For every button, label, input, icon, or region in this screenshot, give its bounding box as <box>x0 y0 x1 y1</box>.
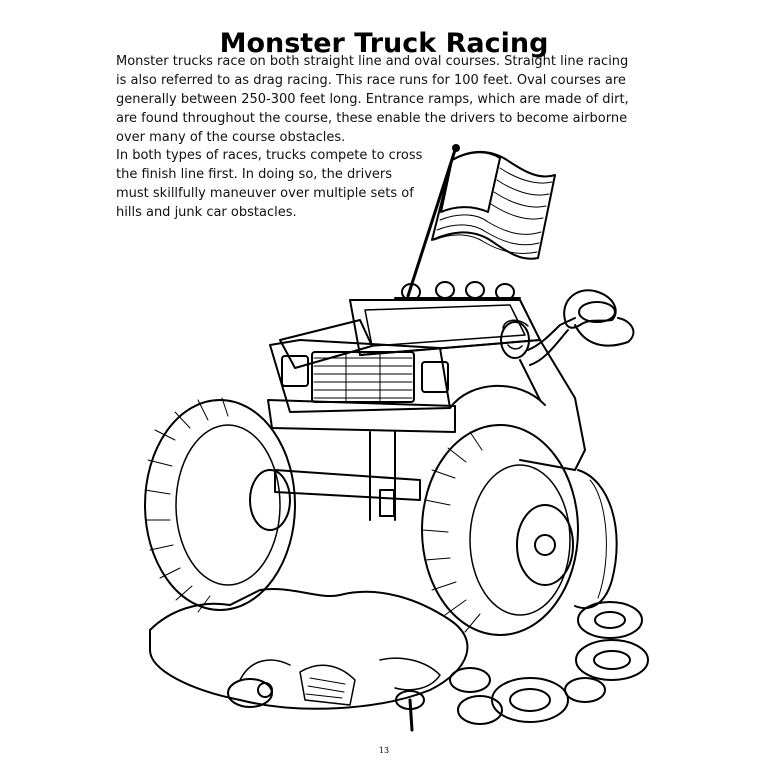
paragraph-line: the finish line first. In doing so, the drivers <box>116 167 393 182</box>
paragraph-line: Monster trucks race on both straight line and oval courses. Straight line racing <box>116 54 629 69</box>
truck-body <box>268 300 585 520</box>
junk-car-pile <box>150 589 467 730</box>
scattered-tires <box>450 602 648 724</box>
flag-icon <box>408 145 555 296</box>
page-title: Monster Truck Racing <box>219 28 549 60</box>
paragraph-line: hills and junk car obstacles. <box>116 205 297 220</box>
paragraph-line: must skillfully maneuver over multiple sets of <box>116 186 414 201</box>
paragraph-line: is also referred to as drag racing. This race runs for 100 feet. Oval courses are <box>116 73 626 88</box>
page-number: 13 <box>378 746 390 755</box>
rear-right-tire <box>575 470 617 608</box>
front-right-tire <box>422 425 578 635</box>
roof-lights <box>395 282 520 300</box>
paragraph-line: In both types of races, trucks compete to cross <box>116 148 423 163</box>
paragraph-line: are found throughout the course, these enable the drivers to become airborne <box>116 111 628 126</box>
paragraph-line: over many of the course obstacles. <box>116 130 346 145</box>
paragraph-line: generally between 250-300 feet long. Entrance ramps, which are made of dirt, <box>116 92 629 107</box>
front-left-tire <box>145 398 295 612</box>
